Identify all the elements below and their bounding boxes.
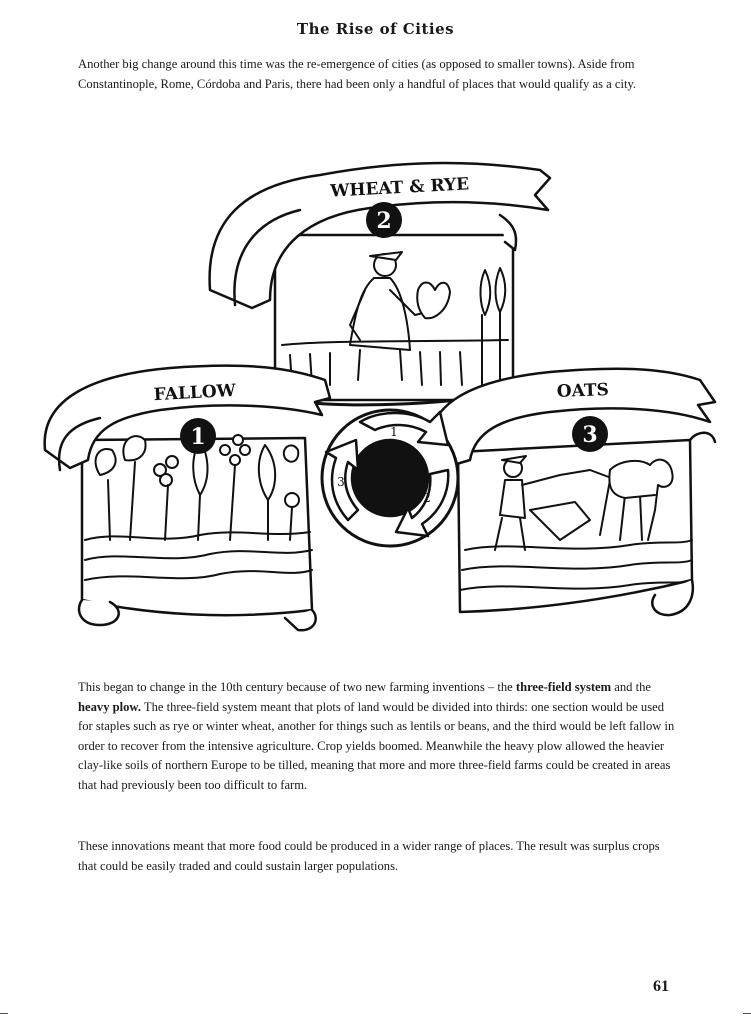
intro-paragraph: Another big change around this time was the re-emergence of cities (as opposed to smaller towns). Aside from Constantinople, Rome, Córdoba and Paris, there had been only a handful of places that would qualify as a city. xyxy=(78,57,637,91)
cycle-number-3: 3 xyxy=(337,475,345,489)
svg-text:1: 1 xyxy=(190,424,206,450)
conclusion-paragraph: These innovations meant that more food could be produced in a wider range of places. The result was surplus crops that could be easily traded and could sustain larger populations. xyxy=(78,839,660,873)
svg-text:3: 3 xyxy=(582,422,598,448)
panel-fallow xyxy=(45,366,330,631)
page-title: The Rise of Cities xyxy=(296,20,455,38)
label-fallow: FALLOW xyxy=(153,380,237,406)
three-field-system-illustration xyxy=(30,140,720,640)
badge-1 xyxy=(180,418,216,454)
text-run: and the xyxy=(611,680,651,694)
label-oats: OATS xyxy=(556,380,610,402)
crop-mark-left xyxy=(0,1013,8,1014)
text-run: This began to change in the 10th century because of two new farming inventions – the xyxy=(78,680,516,694)
svg-text:2: 2 xyxy=(376,208,392,234)
text-run: The three-field system meant that plots of land would be divided into thirds: one section would be used for staples such as rye or winter wheat, another for things such as lentils or beans, and the third would be left fallow in order to recover from the intensive agriculture. Crop yields boomed. Meanwhile the heavy plow allowed the heavier clay-like soils of northern Europe to be tilled, meaning that more and more three-field farms could be created in areas that had previously been too difficult to farm. xyxy=(78,699,675,792)
cycle-number-2: 2 xyxy=(423,491,431,505)
panel-oats xyxy=(430,369,715,615)
crop-mark-right xyxy=(743,1013,751,1014)
badge-3 xyxy=(572,416,608,452)
term-three-field-system: three-field system xyxy=(515,680,612,694)
cycle-number-1: 1 xyxy=(390,425,398,439)
term-heavy-plow: heavy plow. xyxy=(78,699,141,714)
page-number: 61 xyxy=(653,978,669,995)
badge-2 xyxy=(366,202,402,238)
label-wheat-rye: WHEAT & RYE xyxy=(329,174,470,202)
farming-inventions-paragraph xyxy=(78,678,678,795)
